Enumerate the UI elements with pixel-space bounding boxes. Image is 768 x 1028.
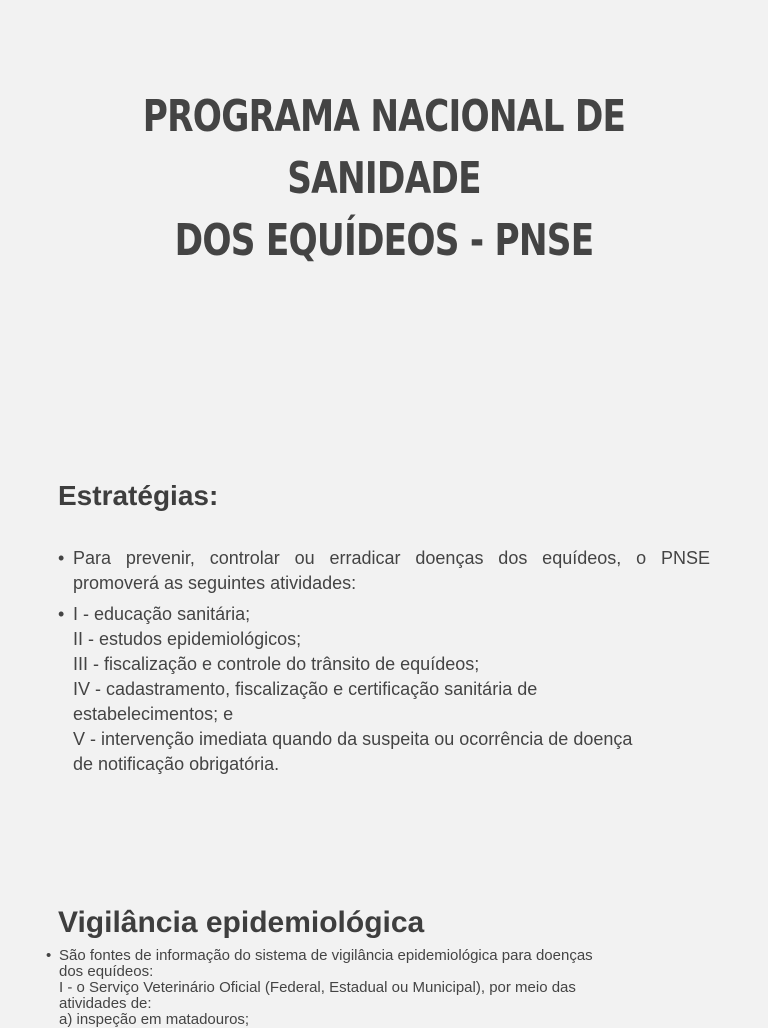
- text-line: dos equídeos:: [59, 963, 154, 980]
- text-line: atividades de:: [59, 995, 152, 1012]
- title-line-2: DOS EQUÍDEOS - PNSE: [174, 215, 594, 266]
- title-line-1: PROGRAMA NACIONAL DE SANIDADE: [142, 91, 626, 204]
- page-title: [84, 86, 683, 272]
- text-line: IV - cadastramento, fiscalização e certificação sanitária de: [73, 679, 538, 699]
- text-line: a) inspeção em matadouros;: [59, 1011, 250, 1028]
- bullet-list-vigilancia: [46, 948, 696, 1028]
- bullet-icon: •: [46, 947, 52, 964]
- list-item: [58, 602, 710, 777]
- list-item: [58, 546, 710, 596]
- text-line: São fontes de informação do sistema de vigilância epidemiológica para doenças: [59, 947, 593, 964]
- text-line: III - fiscalização e controle do trânsito de equídeos;: [73, 654, 480, 674]
- text-line: I - educação sanitária;: [73, 604, 251, 624]
- slide-title: [0, 0, 768, 460]
- bullet-icon: •: [58, 548, 65, 568]
- text-line: II - estudos epidemiológicos;: [73, 629, 302, 649]
- section-heading-estrategias: Estratégias:: [58, 480, 219, 511]
- section-heading-vigilancia: Vigilância epidemiológica: [58, 906, 425, 939]
- text-line: V - intervenção imediata quando da suspeita ou ocorrência de doença: [73, 729, 633, 749]
- text-line: Para prevenir, controlar ou erradicar doenças dos equídeos, o PNSE: [73, 548, 710, 568]
- slide-vigilancia: [0, 890, 768, 1028]
- text-line: de notificação obrigatória.: [73, 754, 280, 774]
- list-item: [46, 948, 696, 1028]
- slide-estrategias: [0, 460, 768, 890]
- text-line: estabelecimentos; e: [73, 704, 234, 724]
- bullet-icon: •: [58, 604, 65, 624]
- text-line: promoverá as seguintes atividades:: [73, 573, 357, 593]
- text-line: I - o Serviço Veterinário Oficial (Federal, Estadual ou Municipal), por meio das: [59, 979, 576, 996]
- bullet-list-estrategias: [58, 546, 710, 783]
